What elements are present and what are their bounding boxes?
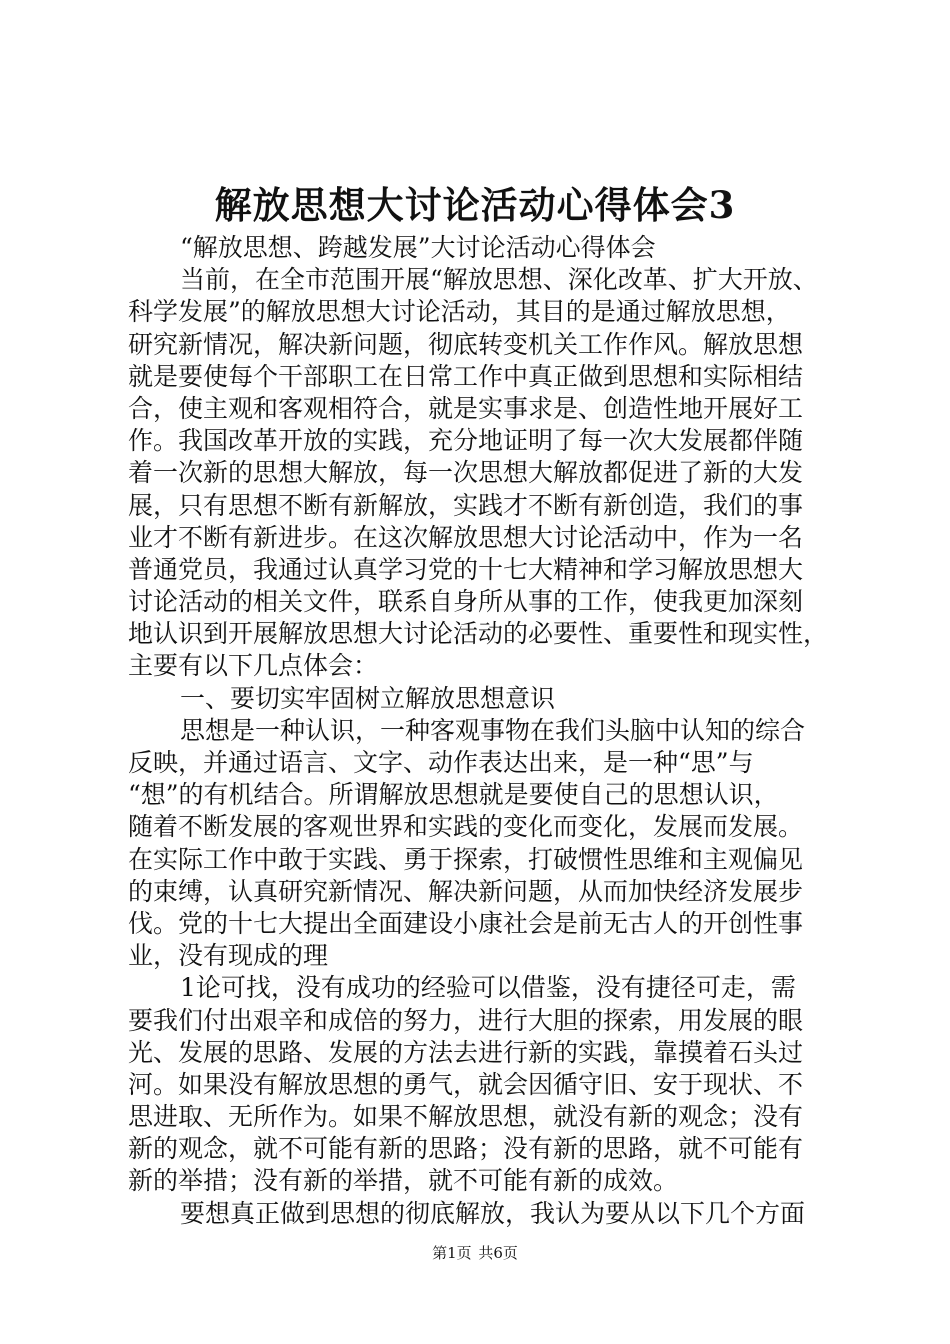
text-line: 思想是一种认识，一种客观事物在我们头脑中认知的综合	[180, 715, 806, 745]
text-line: 研究新情况，解决新问题，彻底转变机关工作作风。解放思想	[128, 329, 804, 359]
text-line: “想”的有机结合。所谓解放思想就是要使自己的思想认识，	[128, 780, 779, 810]
document-title: 解放思想大讨论活动心得体会3	[214, 183, 736, 227]
text-line: 业，没有现成的理	[128, 941, 329, 971]
text-line: 业才不断有新进步。在这次解放思想大讨论活动中，作为一名	[128, 522, 804, 552]
text-line: 1论可找，没有成功的经验可以借鉴，没有捷径可走，需	[180, 973, 796, 1003]
page-footer	[0, 1243, 950, 1263]
text-line: 随着不断发展的客观世界和实践的变化而变化，发展而发展。	[128, 812, 804, 842]
text-line: 要想真正做到思想的彻底解放，我认为要从以下几个方面	[180, 1198, 806, 1228]
text-line: 展，只有思想不断有新解放，实践才不断有新创造，我们的事	[128, 490, 804, 520]
text-line: 当前，在全市范围开展“解放思想、深化改革、扩大开放、	[180, 265, 818, 295]
text-line: 讨论活动的相关文件，联系自身所从事的工作，使我更加深刻	[128, 587, 804, 617]
text-line: 一、要切实牢固树立解放思想意识	[180, 683, 556, 713]
text-line: 新的观念，就不可能有新的思路；没有新的思路，就不可能有	[128, 1134, 804, 1164]
text-line: 河。如果没有解放思想的勇气，就会因循守旧、安于现状、不	[128, 1069, 804, 1099]
text-line: 主要有以下几点体会：	[128, 651, 379, 681]
text-line: 光、发展的思路、发展的方法去进行新的实践，靠摸着石头过	[128, 1037, 804, 1067]
text-line: 就是要使每个干部职工在日常工作中真正做到思想和实际相结	[128, 361, 804, 391]
page-total: 共6页	[478, 1244, 518, 1262]
text-line: 反映，并通过语言、文字、动作表达出来，是一种“思”与	[128, 748, 754, 777]
text-line: 新的举措；没有新的举措，就不可能有新的成效。	[128, 1166, 679, 1196]
text-line: 在实际工作中敢于实践、勇于探索，打破惯性思维和主观偏见	[128, 844, 804, 874]
text-line: 着一次新的思想大解放，每一次思想大解放都促进了新的大发	[128, 458, 804, 488]
text-line: 作。我国改革开放的实践，充分地证明了每一次大发展都伴随	[128, 426, 804, 456]
text-line: 合，使主观和客观相符合，就是实事求是、创造性地开展好工	[128, 393, 804, 423]
text-line: 地认识到开展解放思想大讨论活动的必要性、重要性和现实性，	[128, 619, 829, 649]
document-body	[128, 232, 840, 1230]
text-line: 普通党员，我通过认真学习党的十七大精神和学习解放思想大	[128, 554, 804, 584]
text-line: 伐。党的十七大提出全面建设小康社会是前无古人的开创性事	[128, 908, 804, 938]
text-line: 思进取、无所作为。如果不解放思想，就没有新的观念；没有	[128, 1102, 804, 1132]
text-line: 的束缚，认真研究新情况、解决新问题，从而加快经济发展步	[128, 876, 804, 906]
text-line: 科学发展”的解放思想大讨论活动，其目的是通过解放思想，	[128, 297, 791, 327]
text-line: “解放思想、跨越发展”大讨论活动心得体会	[180, 233, 656, 262]
text-line: 要我们付出艰辛和成倍的努力，进行大胆的探索，用发展的眼	[128, 1005, 804, 1035]
page-number: 第1页	[432, 1244, 472, 1262]
